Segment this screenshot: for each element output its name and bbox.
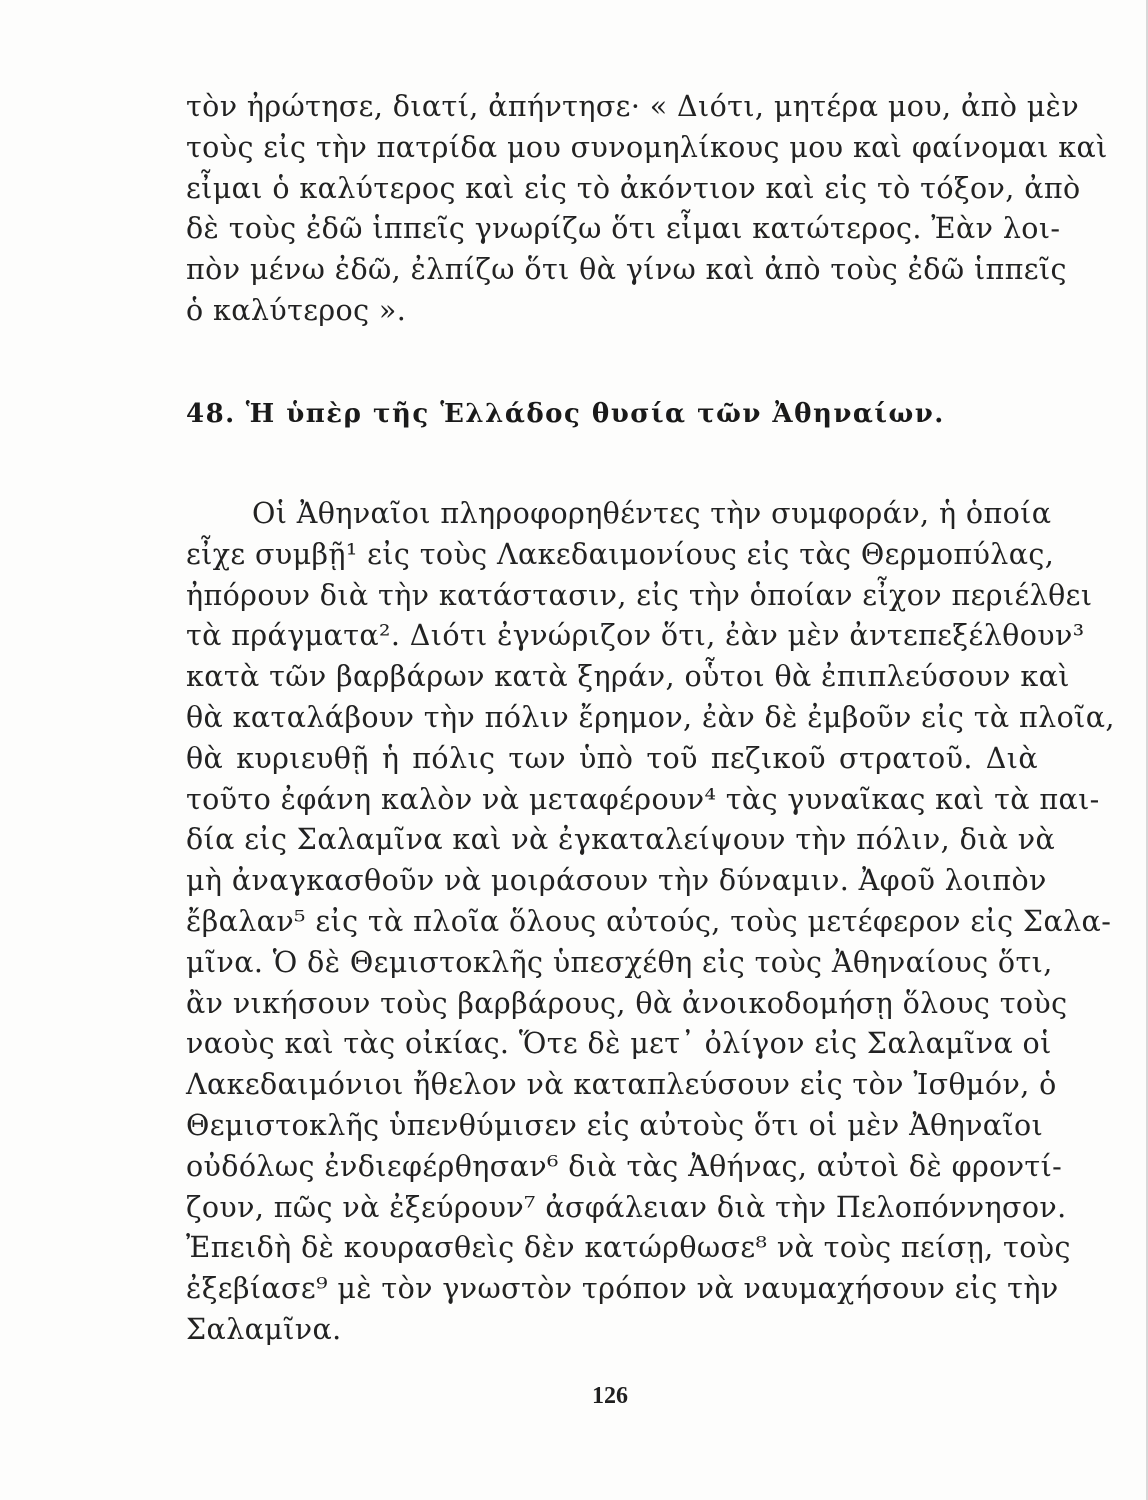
text-line: μῖνα. Ὁ δὲ Θεμιστοκλῆς ὑπεσχέθη εἰς τοὺς Ἀθηναίους ὅτι, [186,945,1053,979]
text-line: Οἱ Ἀθηναῖοι πληροφορηθέντες τὴν συμφοράν, ἡ ὁποία [252,497,1052,530]
text-line: Θεμιστοκλῆς ὑπενθύμισεν εἰς αὐτοὺς ὅτι οἱ μὲν Ἀθηναῖοι [186,1108,1044,1142]
text-line: ἐξεβίασε⁹ μὲ τὸν γνωστὸν τρόπον νὰ ναυμαχήσουν εἰς τὴν [186,1272,1059,1306]
continuation-paragraph [186,87,1108,332]
text-line: Λακεδαιμόνιοι ἤθελον νὰ καταπλεύσουν εἰς τὸν Ἰσθμόν, ὁ [186,1068,1057,1102]
text-line: ἔβαλαν⁵ εἰς τὰ πλοῖα ὅλους αὐτούς, τοὺς μετέφερον εἰς Σαλα- [186,904,1112,938]
text-line: ἠπόρουν διὰ τὴν κατάστασιν, εἰς τὴν ὁποίαν εἶχον περιέλθει [186,578,1093,612]
section-title: Ἡ ὑπὲρ τῆς Ἑλλάδος θυσία τῶν Ἀθηναίων. [245,399,945,429]
text-line: δία εἰς Σαλαμῖνα καὶ νὰ ἐγκαταλείψουν τὴν πόλιν, διὰ νὰ [186,823,1056,857]
text-line: θὰ κυριευθῇ ἡ πόλις των ὑπὸ τοῦ πεζικοῦ στρατοῦ. Διὰ [186,741,1038,775]
section-number: 48. [186,399,236,429]
text-line: Ἐπειδὴ δὲ κουρασθεὶς δὲν κατώρθωσε⁸ νὰ τοὺς πείσῃ, τοὺς [186,1231,1071,1265]
text-line: τοὺς εἰς τὴν πατρίδα μου συνομηλίκους μου καὶ φαίνομαι καὶ [186,130,1108,164]
text-line: εἶμαι ὁ καλύτερος καὶ εἰς τὸ ἀκόντιον καὶ εἰς τὸ τόξον, ἀπὸ [186,171,1081,205]
page-number: 126 [592,1383,628,1409]
main-paragraph [186,494,1115,1351]
text-line: θὰ καταλάβουν τὴν πόλιν ἔρημον, ἐὰν δὲ ἐμβοῦν εἰς τὰ πλοῖα, [186,700,1115,734]
text-line: οὐδόλως ἐνδιεφέρθησαν⁶ διὰ τὰς Ἀθήνας, αὐτοὶ δὲ φροντί- [186,1149,1063,1183]
section-heading [186,397,1038,431]
text-line: μὴ ἀναγκασθοῦν νὰ μοιράσουν τὴν δύναμιν. Ἀφοῦ λοιπὸν [186,864,1047,898]
text-line: δὲ τοὺς ἐδῶ ἱππεῖς γνωρίζω ὅτι εἶμαι κατώτερος. Ἐὰν λοι- [186,212,1061,246]
text-line: πὸν μένω ἐδῶ, ἐλπίζω ὅτι θὰ γίνω καὶ ἀπὸ τοὺς ἐδῶ ἱππεῖς [186,253,1067,287]
text-line: τὸν ἠρώτησε, διατί, ἀπήντησε· « Διότι, μητέρα μου, ἀπὸ μὲν [186,90,1080,123]
text-line: ζουν, πῶς νὰ ἐξεύρουν⁷ ἀσφάλειαν διὰ τὴν Πελοπόννησον. [186,1190,1067,1224]
text-line: τοῦτο ἐφάνη καλὸν νὰ μεταφέρουν⁴ τὰς γυναῖκας καὶ τὰ παι- [186,782,1100,816]
text-line: εἶχε συμβῇ¹ εἰς τοὺς Λακεδαιμονίους εἰς τὰς Θερμοπύλας, [186,537,1055,571]
text-line: ναοὺς καὶ τὰς οἰκίας. Ὅτε δὲ μετ᾿ ὀλίγον εἰς Σαλαμῖνα οἱ [186,1027,1052,1061]
text-line: ὁ καλύτερος ». [186,293,407,327]
text-line: ἂν νικήσουν τοὺς βαρβάρους, θὰ ἀνοικοδομήσῃ ὅλους τοὺς [186,986,1068,1020]
text-line: τὰ πράγματα². Διότι ἐγνώριζον ὅτι, ἐὰν μὲν ἀντεπεξέλθουν³ [186,619,1085,653]
text-line: κατὰ τῶν βαρβάρων κατὰ ξηράν, οὗτοι θὰ ἐπιπλεύσουν καὶ [186,660,1070,694]
text-line: Σαλαμῖνα. [186,1312,342,1346]
